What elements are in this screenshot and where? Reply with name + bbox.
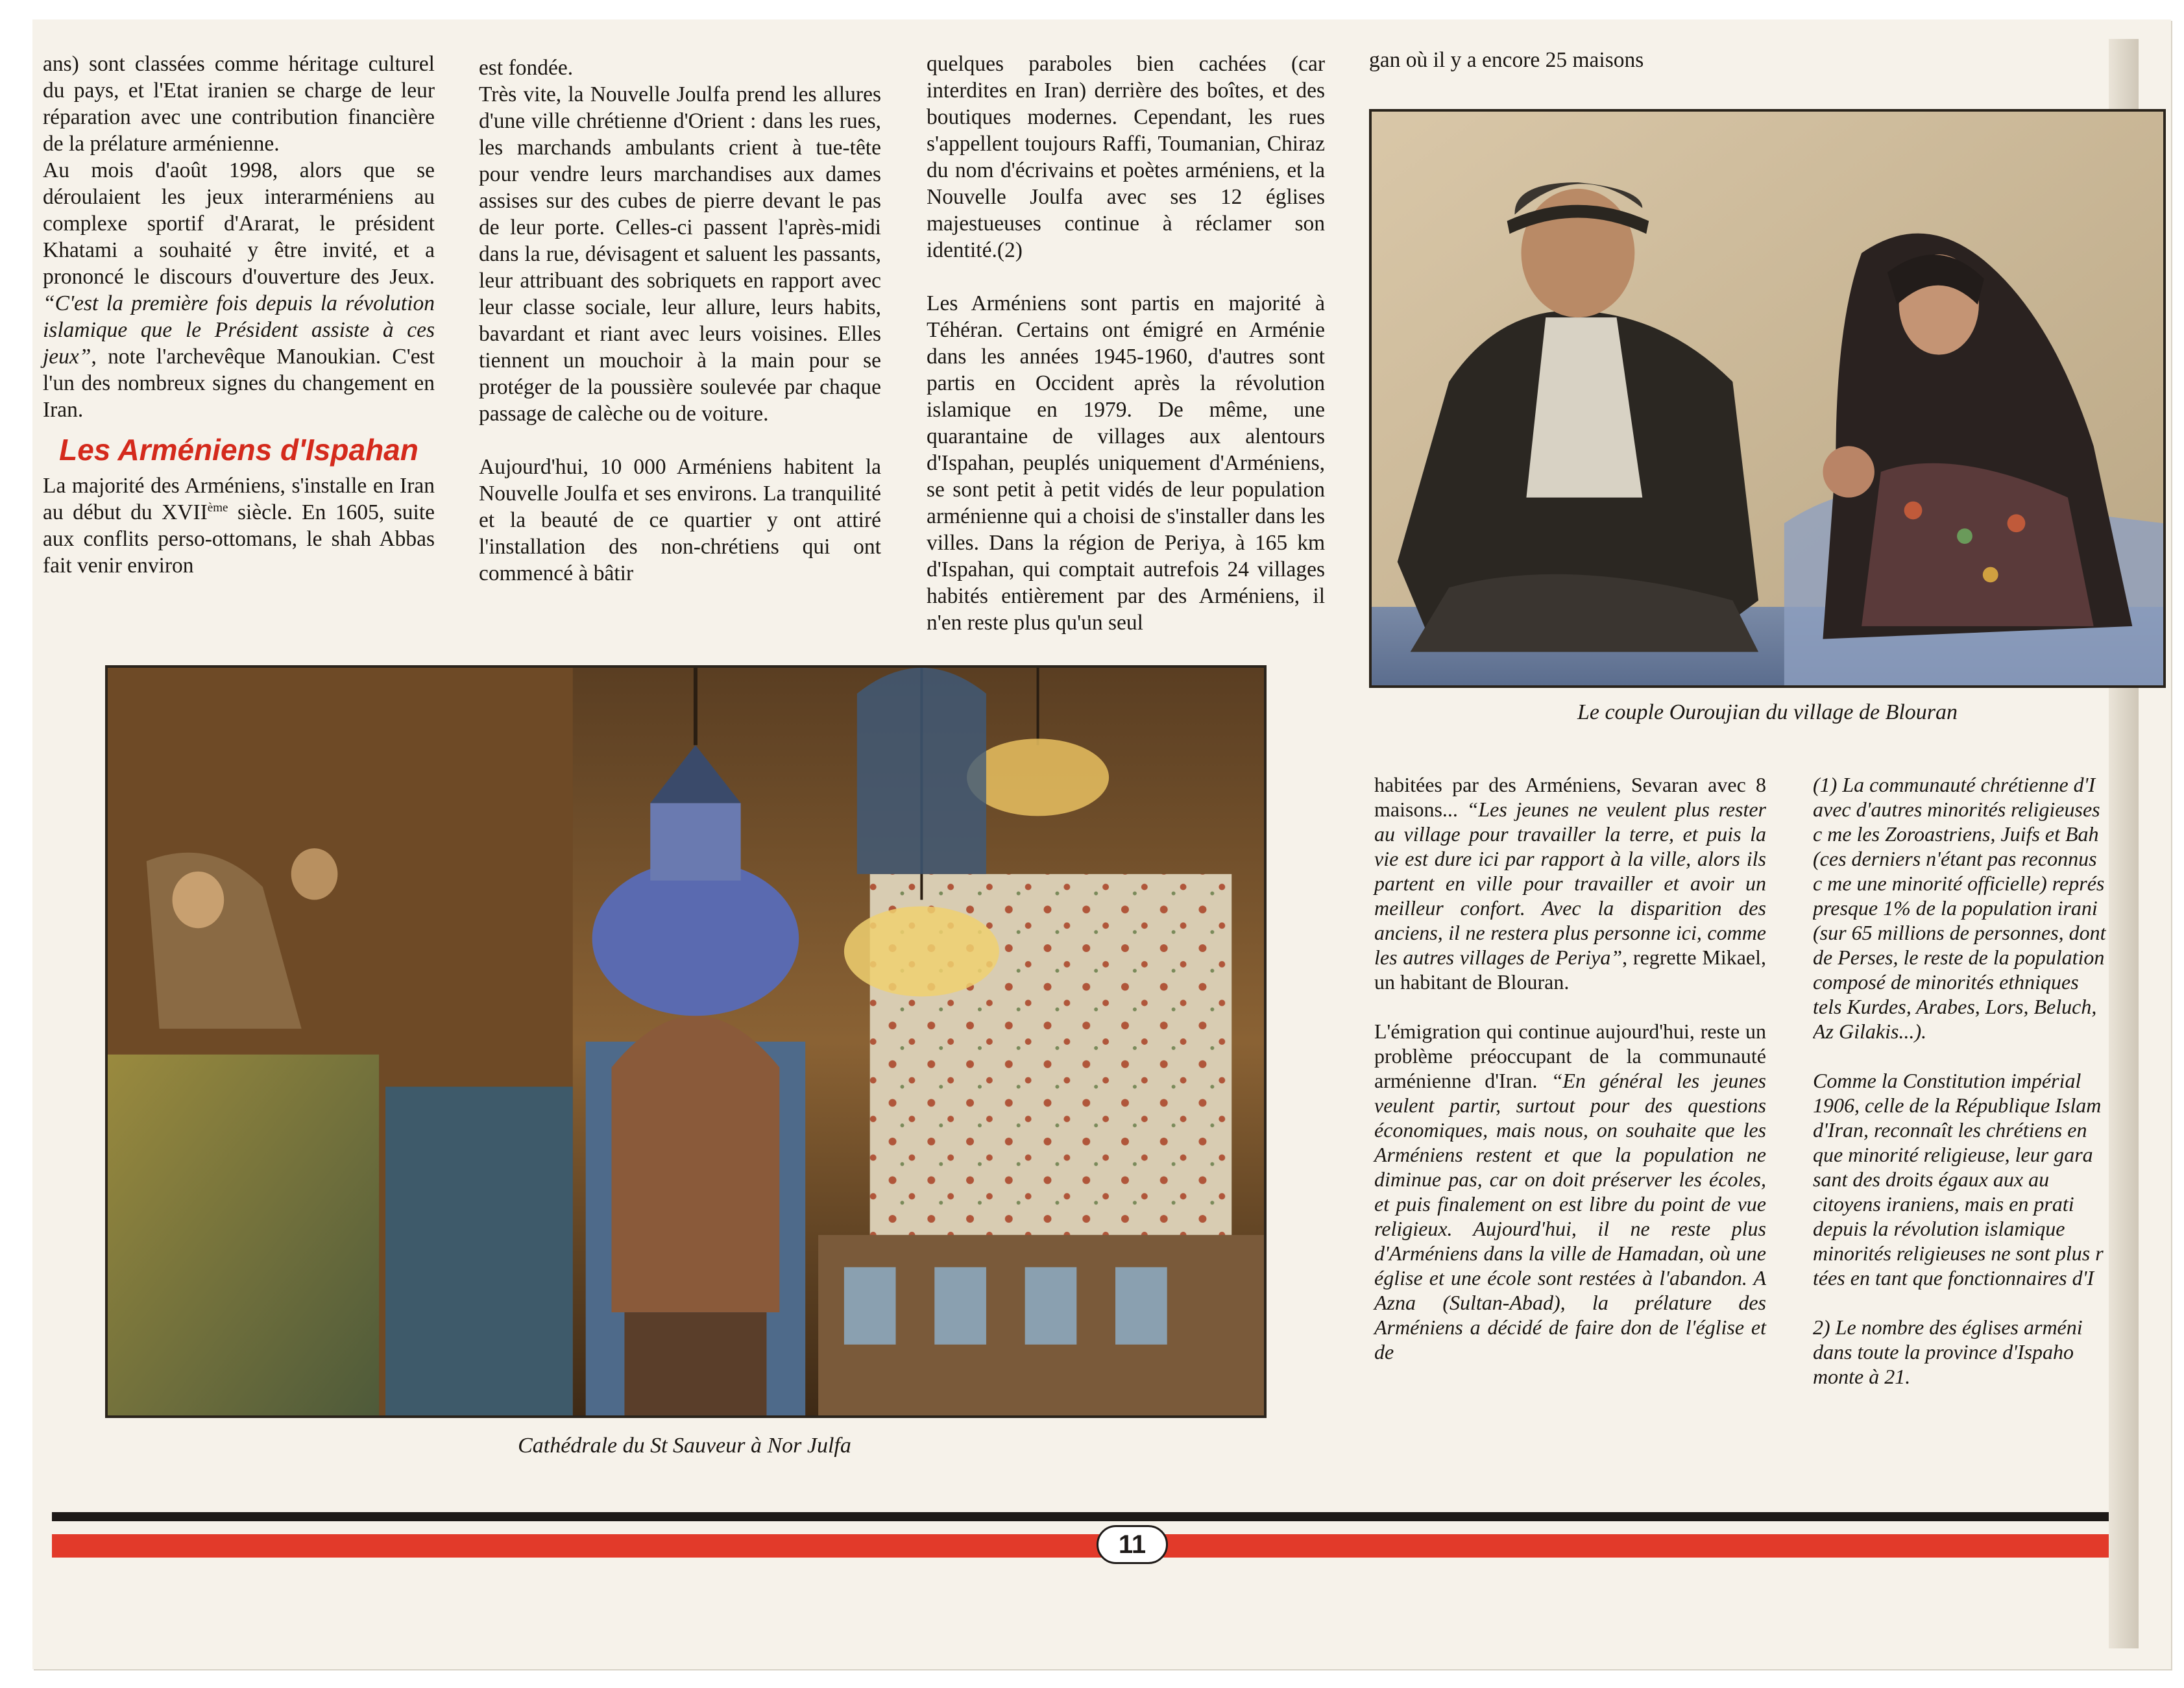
footnote-2: 2) Le nombre des églises arméni dans toute la province d'Ispaho monte à 21.: [1813, 1315, 2083, 1388]
col1-paragraph-1: ans) sont classées comme héritage culturel du pays, et l'Etat iranien se charge de leur réparation avec une contribution financière de la prélature arménienne.: [43, 52, 435, 156]
article-column-3: [927, 51, 1325, 636]
col3-paragraph-2: Les Arméniens sont partis en majorité à Téhéran. Certains ont émigré en Arménie dans les années 1945-1960, d'autres sont partis en Occident après la révolution islamique en 1979. De même, une quarantaine de villages aux alentours d'Ispahan, peuplés uniquement d'Arméniens, se sont petit à petit vidés de leur population arménienne qui a choisi de s'installer dans les villes. Dans la région de Periya, à 165 km d'Ispahan, qui comptait autrefois 24 villages habités entièrement par des Arméniens, il n'en reste plus qu'un seul: [927, 291, 1325, 635]
article-column-2: [479, 55, 881, 587]
couple-photo-caption: Le couple Ouroujian du village de Blouran: [1577, 700, 1958, 724]
col4-paragraph-1: habitées par des Arméniens, Sevaran avec 8 maisons... “Les jeunes ne veulent plus rester au village pour travailler la terre, et puis la vie est dure ici par rapport à la ville, alors ils partent en ville pour travailler et avoir un meilleur confort. Avec la disparition des anciens, il ne restera plus personne ici, comme les autres villages de Periya”, regrette Mikael, un habitant de Blouran.: [1374, 773, 1767, 994]
villager-quote: “Les jeunes ne veulent plus rester au village pour travailler la terre, et puis la vie est dure ici par rapport à la ville, alors ils partent en ville pour travailler et avoir un meilleur confort. Avec la disparition des anciens, il ne restera plus personne ici, comme les autres villages de Periya”: [1374, 798, 1767, 969]
cathedral-photo: [105, 665, 1267, 1418]
article-column-1: [43, 51, 435, 579]
couple-photo: [1369, 109, 2166, 688]
footnote-constitution: Comme la Constitution impérial 1906, celle de la République Islam d'Iran, reconnaît les chrétiens en que minorité religieuse, leur gara sant des droits égaux aux au citoyens iraniens, mais en prati depuis la révolution islamique minorités religieuses ne sont plus r tées en tant que fonctionnaires d'I: [1813, 1069, 2104, 1290]
col4-paragraph-2: L'émigration qui continue aujourd'hui, reste un problème préoccupant de la communauté arménienne d'Iran. “En général les jeunes veulent partir, surtout pour des questions économiques, mais nous, on souhaite que les Arméniens restent et que la population ne diminue pas, car on doit préserver les écoles, et puis finalement on est libre du point de vue religieux. Aujourd'hui, il ne reste plus d'Arméniens dans la ville de Hamadan, où une église et une école sont restées à l'abandon. A Azna (Sultan-Abad), la prélature des Arméniens a décidé de faire don de l'église et de: [1374, 1020, 1766, 1364]
article-column-4-top: [1369, 47, 1758, 73]
col2-paragraph-1: est fondée.: [479, 56, 574, 80]
col2-paragraph-3: Aujourd'hui, 10 000 Arméniens habitent la Nouvelle Joulfa et ses environs. La tranquilité et la beauté de ce quartier y ont attiré l'installation des non-chrétiens qui ont commencé à bâtir: [479, 455, 881, 585]
prelature-quote: “En général les jeunes veulent partir, surtout pour des questions économiques, mais nous, on souhaite que les Arméniens restent et que la population ne diminue pas, car on doit préserver les écoles, et puis finalement on est libre du point de vue religieux. Aujourd'hui, il ne reste plus d'Arméniens dans la ville de Hamadan, où une église et une école sont restées à l'abandon. A Azna (Sultan-Abad), la prélature des Arméniens a décidé de faire don de l'église et de: [1374, 1069, 1766, 1364]
cathedral-photo-caption: Cathédrale du St Sauveur à Nor Julfa: [518, 1434, 851, 1458]
col1-paragraph-3: La majorité des Arméniens, s'installe en Iran au début du XVIIème siècle. En 1605, suite aux conflits perso-ottomans, le shah Abbas fait venir environ: [43, 474, 435, 578]
col1-paragraph-2: Au mois d'août 1998, alors que se déroulaient les jeux interarméniens au complexe sportif d'Ararat, le président Khatami a souhaité y être invité, et a prononcé le discours d'ouverture des Jeux. “C'est la première fois depuis la révolution islamique que le Président assiste à ces jeux”, note l'archevêque Manoukian. C'est l'un des nombreux signes du changement en Iran.: [43, 158, 435, 422]
col2-paragraph-2: Très vite, la Nouvelle Joulfa prend les allures d'une ville chrétienne d'Orient : dans les rues, les marchands ambulants crient à tue-tête pour vendre leurs marchandises aux dames assises sur des cubes de pierre devant le pas de leur porte. Celles-ci passent l'après-midi dans la rue, dévisagent et saluent les passants, leur attribuant des sobriquets en rapport avec leur classe sociale, leur allure, leurs habits, bavardant et riant avec leurs voisines. Elles tiennent un mouchoir à la main pour se protéger de la poussière soulevée par chaque passage de calèche ou de voiture.: [479, 82, 881, 426]
article-column-4: [1374, 772, 1766, 1364]
col4-top-line: gan où il y a encore 25 maisons: [1369, 48, 1644, 72]
col3-paragraph-1: quelques paraboles bien cachées (car interdites en Iran) derrière des boîtes, et des boutiques modernes. Cependant, les rues s'appellent toujours Raffi, Toumanian, Chiraz du nom d'écrivains et poètes arméniens, et la Nouvelle Joulfa avec ses 12 églises majestueuses continue à réclamer son identité.(2): [927, 52, 1325, 262]
footer-rule-red: [52, 1534, 2109, 1558]
page-number: 11: [1097, 1525, 1168, 1564]
section-heading: Les Arméniens d'Ispahan: [59, 433, 419, 467]
president-quote: “C'est la première fois depuis la révolution islamique que le Président assiste à ces jeux”: [43, 291, 435, 369]
footer-rule-dark: [52, 1512, 2109, 1521]
footnote-1: (1) La communauté chrétienne d'I avec d'autres minorités religieuses c me les Zoroastriens, Juifs et Bah (ces derniers n'étant pas reconnus c me une minorité officielle) représ presque 1% de la population irani (sur 65 millions de personnes, dont de Perses, le reste de la population composé de minorités ethniques tels Kurdes, Arabes, Lors, Beluch, Az Gilakis...).: [1813, 773, 2106, 1043]
footnotes-column: [1813, 772, 2109, 1428]
